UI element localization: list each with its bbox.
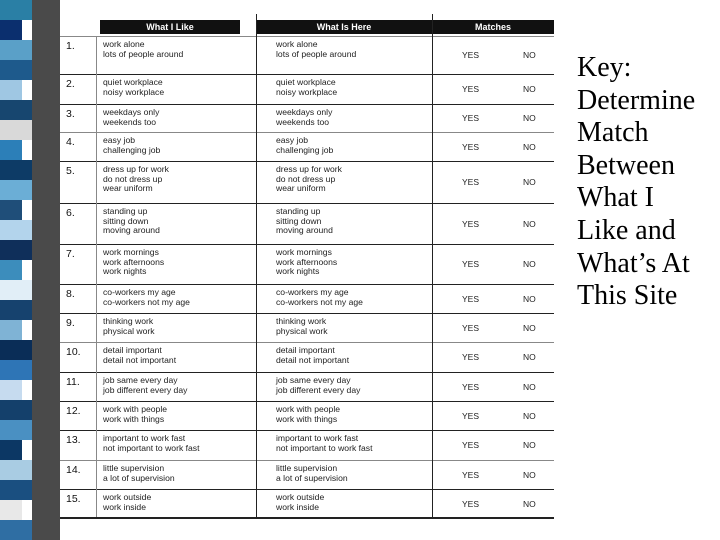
what-i-like-options: [103, 376, 187, 395]
match-yes[interactable]: YES: [462, 113, 480, 123]
stripe-square: [0, 460, 32, 480]
table-row: [60, 36, 554, 75]
option-text: sitting down: [103, 215, 149, 226]
option-text: noisy workplace: [276, 86, 338, 97]
worksheet: [60, 14, 554, 540]
what-i-like-options: [103, 434, 199, 453]
table-row: [60, 74, 554, 105]
option-text: not important to work fast: [276, 442, 373, 453]
table-row: [60, 372, 554, 402]
match-yes[interactable]: YES: [462, 470, 480, 480]
table-row: [60, 284, 554, 314]
stripe-square: [0, 180, 32, 200]
option-text: work with things: [103, 413, 165, 424]
what-i-like-options: [103, 78, 164, 97]
what-is-here-options: [276, 207, 333, 236]
what-is-here-options: [276, 78, 337, 97]
stripe-square: [0, 320, 22, 340]
match-yes[interactable]: YES: [462, 323, 480, 333]
key-line: Determine: [577, 84, 696, 116]
option-text: co-workers not my age: [103, 296, 190, 307]
row-number: 7.: [66, 248, 75, 260]
row-number: 2.: [66, 78, 75, 90]
what-is-here-options: [276, 376, 360, 395]
option-text: work alone: [103, 39, 145, 49]
option-text: co-workers not my age: [276, 296, 363, 307]
table-row: [60, 460, 554, 490]
key-line: Match: [577, 117, 649, 149]
match-yes[interactable]: YES: [462, 352, 480, 362]
table-row: [60, 401, 554, 431]
divider: [432, 14, 433, 518]
key-line: Like and: [577, 214, 676, 246]
match-yes[interactable]: YES: [462, 499, 480, 509]
stripe-square: [0, 200, 22, 220]
what-i-like-options: [103, 248, 164, 277]
match-yes[interactable]: YES: [462, 142, 480, 152]
row-number: 4.: [66, 136, 75, 148]
option-text: work outside: [103, 492, 152, 502]
option-text: weekends too: [276, 116, 330, 127]
what-is-here-options: [276, 434, 372, 453]
what-i-like-options: [103, 207, 160, 236]
stripe-square: [0, 360, 32, 380]
stripe-square: [0, 500, 22, 520]
what-is-here-options: [276, 165, 342, 194]
option-text: challenging job: [276, 144, 334, 155]
match-no[interactable]: NO: [523, 470, 536, 480]
option-text: easy job: [103, 135, 136, 145]
what-is-here-options: [276, 248, 337, 277]
option-text: work with people: [103, 404, 168, 414]
stripe-square: [0, 20, 22, 40]
what-is-here-options: [276, 40, 356, 59]
stripe-square: [0, 520, 32, 540]
stripe-square: [0, 240, 32, 260]
what-is-here-options: [276, 493, 324, 512]
option-text: important to work fast: [276, 433, 359, 443]
header-matches: Matches: [432, 20, 554, 34]
option-text: important to work fast: [103, 433, 186, 443]
match-no[interactable]: NO: [523, 177, 536, 187]
match-no[interactable]: NO: [523, 84, 536, 94]
option-text: lots of people around: [276, 48, 357, 59]
row-number: 3.: [66, 108, 75, 120]
option-text: dress up for work: [103, 164, 169, 174]
stripe-square: [0, 440, 22, 460]
stripe-square: [0, 80, 22, 100]
option-text: physical work: [276, 325, 328, 336]
match-yes[interactable]: YES: [462, 50, 480, 60]
option-text: moving around: [103, 225, 160, 236]
option-text: a lot of supervision: [276, 472, 348, 483]
key-caption: [577, 52, 717, 313]
option-text: work afternoons: [276, 256, 338, 267]
option-text: work nights: [103, 266, 147, 277]
what-i-like-options: [103, 288, 190, 307]
option-text: dress up for work: [276, 164, 342, 174]
what-i-like-options: [103, 108, 159, 127]
option-text: weekends too: [103, 116, 157, 127]
option-text: weekdays only: [276, 107, 333, 117]
match-no[interactable]: NO: [523, 294, 536, 304]
option-text: little supervision: [276, 463, 338, 473]
what-i-like-options: [103, 464, 175, 483]
divider: [60, 517, 554, 519]
row-number: 15.: [66, 493, 81, 505]
match-no[interactable]: NO: [523, 50, 536, 60]
match-no[interactable]: NO: [523, 259, 536, 269]
stripe-square: [0, 300, 32, 320]
option-text: detail not important: [103, 354, 177, 365]
match-yes[interactable]: YES: [462, 294, 480, 304]
stripe-square: [0, 40, 32, 60]
match-yes[interactable]: YES: [462, 440, 480, 450]
option-text: a lot of supervision: [103, 472, 175, 483]
stripe-square: [0, 400, 32, 420]
option-text: co-workers my age: [103, 287, 176, 297]
what-i-like-options: [103, 493, 151, 512]
table-row: [60, 430, 554, 461]
option-text: quiet workplace: [103, 77, 163, 87]
stripe-square: [0, 340, 32, 360]
match-yes[interactable]: YES: [462, 84, 480, 94]
stripe-square: [0, 140, 22, 160]
row-number: 11.: [66, 376, 80, 388]
what-is-here-options: [276, 464, 348, 483]
row-number: 9.: [66, 317, 75, 329]
what-is-here-options: [276, 317, 328, 336]
what-is-here-options: [276, 108, 332, 127]
match-no[interactable]: NO: [523, 352, 536, 362]
option-text: lots of people around: [103, 48, 184, 59]
option-text: challenging job: [103, 144, 161, 155]
stripe-square: [0, 0, 32, 20]
row-number: 10.: [66, 346, 81, 358]
option-text: detail important: [103, 345, 162, 355]
option-text: weekdays only: [103, 107, 160, 117]
stripe-square: [0, 380, 22, 400]
key-line: What’s At: [577, 247, 690, 279]
decorative-stripe: [0, 0, 32, 540]
row-number: 12.: [66, 405, 81, 417]
match-no[interactable]: NO: [523, 440, 536, 450]
row-number: 1.: [66, 40, 75, 52]
option-text: do not dress up: [103, 173, 163, 184]
option-text: thinking work: [276, 316, 327, 326]
header-what-is-here: What Is Here: [256, 20, 432, 34]
what-is-here-options: [276, 346, 349, 365]
key-line: Key:: [577, 52, 632, 83]
option-text: work with people: [276, 404, 341, 414]
key-line: Between: [577, 149, 675, 181]
row-number: 5.: [66, 165, 75, 177]
option-text: job different every day: [276, 384, 361, 395]
option-text: do not dress up: [276, 173, 336, 184]
what-i-like-options: [103, 165, 169, 194]
what-is-here-options: [276, 288, 363, 307]
option-text: work alone: [276, 39, 318, 49]
divider: [256, 14, 257, 518]
match-no[interactable]: NO: [523, 382, 536, 392]
option-text: work inside: [103, 501, 146, 512]
table-row: [60, 104, 554, 133]
option-text: wear uniform: [276, 183, 326, 194]
option-text: physical work: [103, 325, 155, 336]
option-text: job same every day: [103, 375, 178, 385]
option-text: work inside: [276, 501, 319, 512]
table-row: [60, 342, 554, 373]
match-yes[interactable]: YES: [462, 411, 480, 421]
what-is-here-options: [276, 405, 340, 424]
option-text: detail important: [276, 345, 335, 355]
table-row: [60, 161, 554, 204]
key-line: This Site: [577, 280, 678, 312]
table-row: [60, 489, 554, 519]
match-yes[interactable]: YES: [462, 219, 480, 229]
match-no[interactable]: NO: [523, 142, 536, 152]
option-text: co-workers my age: [276, 287, 349, 297]
option-text: little supervision: [103, 463, 165, 473]
stripe-square: [0, 120, 32, 140]
match-yes[interactable]: YES: [462, 259, 480, 269]
divider: [96, 36, 97, 518]
match-yes[interactable]: YES: [462, 177, 480, 187]
sheet-shadow: [32, 0, 60, 540]
option-text: thinking work: [103, 316, 154, 326]
header-what-i-like: What I Like: [100, 20, 240, 34]
what-i-like-options: [103, 136, 160, 155]
table-row: [60, 203, 554, 245]
option-text: standing up: [103, 206, 148, 216]
match-no[interactable]: NO: [523, 113, 536, 123]
match-no[interactable]: NO: [523, 411, 536, 421]
option-text: work afternoons: [103, 256, 165, 267]
option-text: easy job: [276, 135, 309, 145]
table-row: [60, 132, 554, 162]
what-i-like-options: [103, 317, 155, 336]
row-number: 13.: [66, 434, 81, 446]
stripe-square: [0, 260, 22, 280]
option-text: noisy workplace: [103, 86, 165, 97]
match-yes[interactable]: YES: [462, 382, 480, 392]
stripe-square: [0, 480, 32, 500]
what-i-like-options: [103, 405, 167, 424]
option-text: wear uniform: [103, 183, 153, 194]
option-text: work with things: [276, 413, 338, 424]
stripe-square: [0, 280, 32, 300]
option-text: work outside: [276, 492, 325, 502]
what-i-like-options: [103, 346, 176, 365]
stripe-square: [0, 220, 32, 240]
match-no[interactable]: NO: [523, 323, 536, 333]
match-no[interactable]: NO: [523, 219, 536, 229]
row-number: 14.: [66, 464, 81, 476]
stripe-square: [0, 100, 32, 120]
stripe-square: [0, 420, 32, 440]
option-text: not important to work fast: [103, 442, 200, 453]
option-text: standing up: [276, 206, 321, 216]
row-number: 6.: [66, 207, 75, 219]
what-i-like-options: [103, 40, 183, 59]
option-text: moving around: [276, 225, 333, 236]
match-no[interactable]: NO: [523, 499, 536, 509]
key-line: What I: [577, 182, 654, 214]
table-row: [60, 244, 554, 285]
option-text: job same every day: [276, 375, 351, 385]
stripe-square: [0, 160, 32, 180]
option-text: work mornings: [276, 247, 332, 257]
stripe-square: [0, 60, 32, 80]
row-number: 8.: [66, 288, 75, 300]
option-text: detail not important: [276, 354, 350, 365]
option-text: quiet workplace: [276, 77, 336, 87]
what-is-here-options: [276, 136, 333, 155]
option-text: job different every day: [103, 384, 188, 395]
option-text: sitting down: [276, 215, 322, 226]
option-text: work nights: [276, 266, 320, 277]
option-text: work mornings: [103, 247, 159, 257]
table-row: [60, 313, 554, 343]
